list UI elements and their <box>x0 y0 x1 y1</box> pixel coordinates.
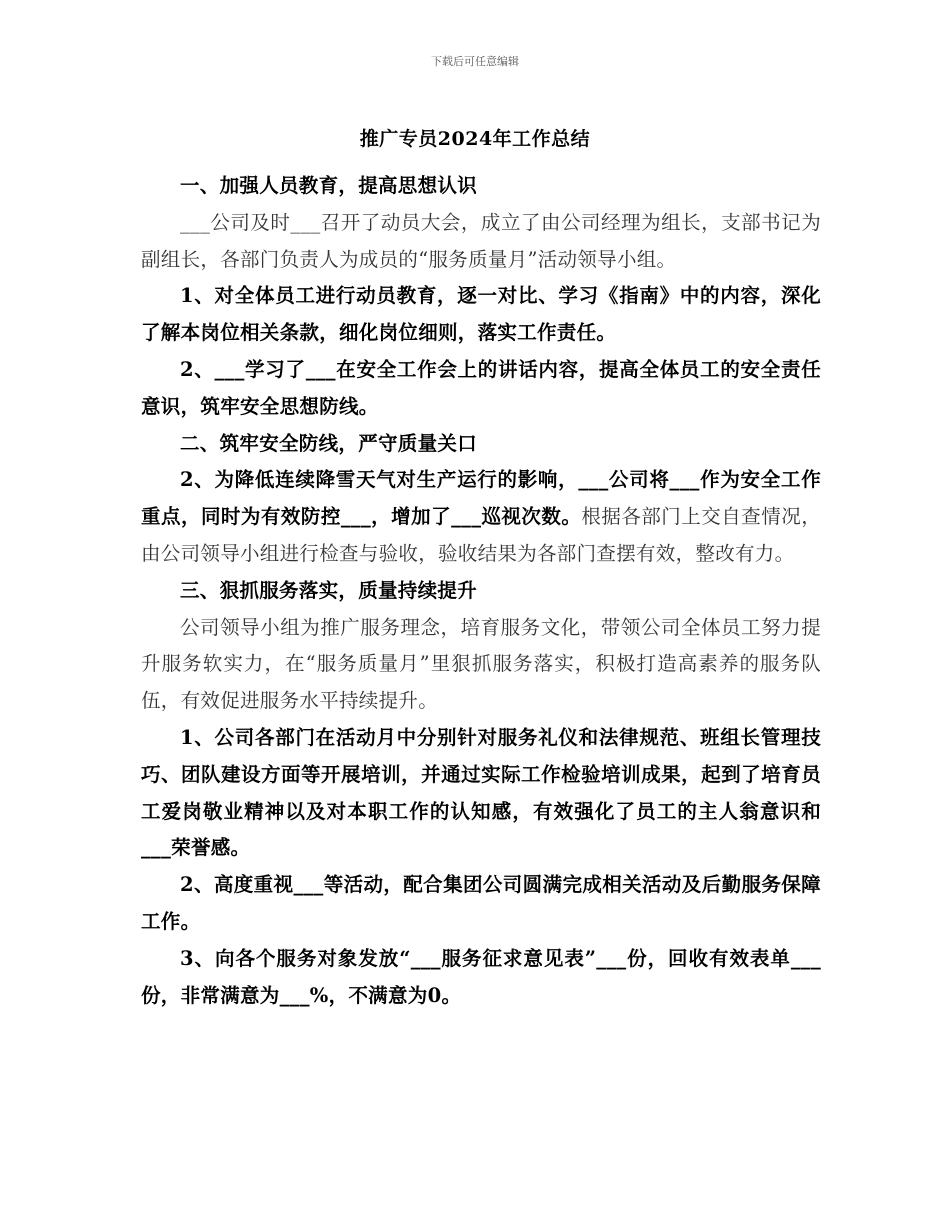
paragraph-bold-part: 2、为降低连续降雪天气对生产运行的影响，___公司将___作为安全工作重点，同时为有效防控___，增加了___巡视次数。 <box>141 468 821 529</box>
document-title: 推广专员2024年工作总结 <box>359 128 591 150</box>
paragraph: 1、公司各部门在活动月中分别针对服务礼仪和法律规范、班组长管理技巧、团队建设方面等开展培训，并通过实际工作检验培训成果，起到了培育员工爱岗敬业精神以及对本职工作的认知感，有效强化了员工的主人翁意识和___荣誉感。 <box>141 725 821 860</box>
header-note: 下载后可任意编辑 <box>431 55 519 68</box>
paragraph: 1、对全体员工进行动员教育，逐一对比、学习《指南》中的内容，深化了解本岗位相关条款，细化岗位细则，落实工作责任。 <box>141 284 821 345</box>
paragraph-normal-part: 根据各部门上交自查情况，由公司领导小组进行检查与验收，验收结果为各部门查摆有效，整改有力。 <box>141 505 821 565</box>
paragraph: ___公司及时___召开了动员大会，成立了由公司经理为组长，支部书记为副组长，各部门负责人为成员的“服务质量月”活动领导小组。 <box>141 210 821 271</box>
document-body <box>141 168 821 1014</box>
paragraph: 2、高度重视___等活动，配合集团公司圆满完成相关活动及后勤服务保障工作。 <box>141 873 821 933</box>
paragraph: 2、___学习了___在安全工作会上的讲话内容，提高全体员工的安全责任意识，筑牢安全思想防线。 <box>141 357 821 418</box>
section-heading-3: 三、狠抓服务落实，质量持续提升 <box>180 578 478 602</box>
paragraph: 3、向各个服务对象发放“___服务征求意见表”___份，回收有效表单___份，非常满意为___%，不满意为0。 <box>141 946 821 1007</box>
paragraph: 公司领导小组为推广服务理念，培育服务文化，带领公司全体员工努力提升服务软实力，在“服务质量月”里狠抓服务落实，积极打造高素养的服务队伍，有效促进服务水平持续提升。 <box>141 615 821 713</box>
paragraph <box>141 462 821 572</box>
section-heading-1: 一、加强人员教育，提高思想认识 <box>180 174 478 197</box>
section-heading-2: 二、筑牢安全防线，严守质量关口 <box>180 431 478 455</box>
